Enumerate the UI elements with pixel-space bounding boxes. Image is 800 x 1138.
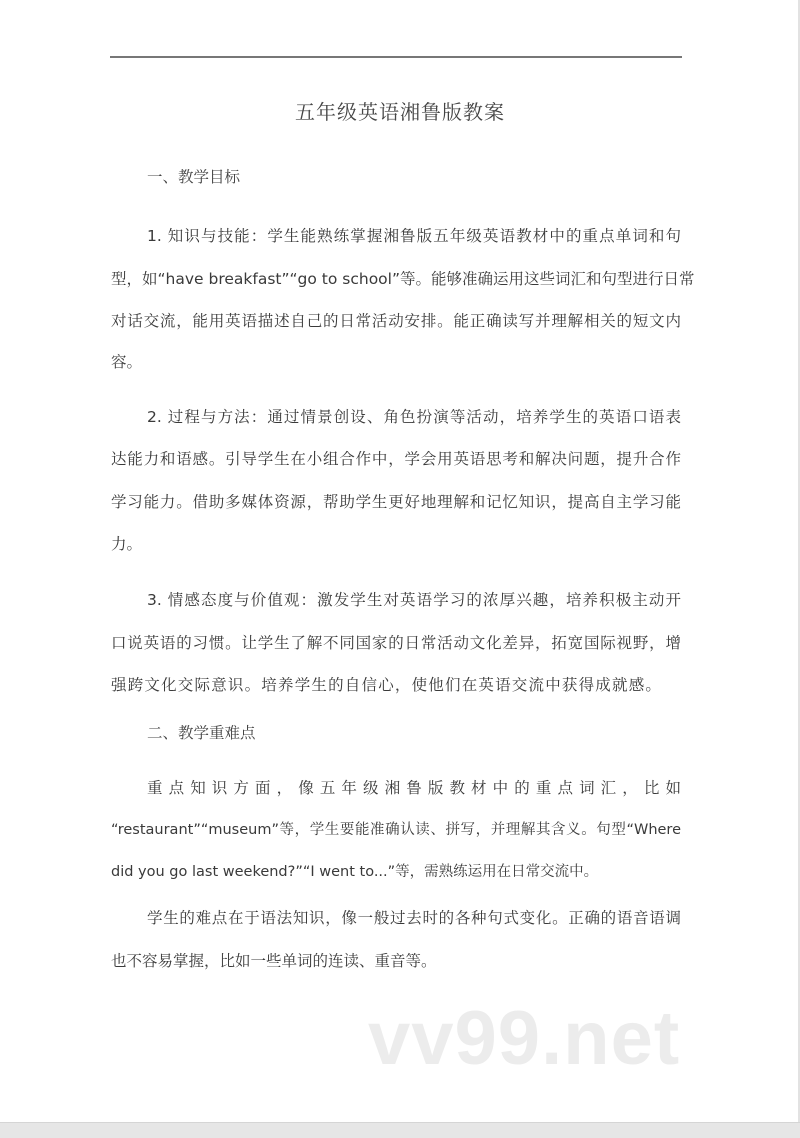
- header-rule: [110, 56, 682, 58]
- paragraph-line: “restaurant”“museum”等，学生要能准确认读、拼写，并理解其含义。句型“Where: [111, 822, 681, 838]
- document-title: 五年级英语湘鲁版教案: [295, 100, 505, 124]
- paragraph-line: 3. 情感态度与价值观：激发学生对英语学习的浓厚兴趣，培养积极主动开: [147, 591, 681, 609]
- paragraph-line: 重点知识方面，像五年级湘鲁版教材中的重点词汇，比如: [147, 779, 681, 797]
- paragraph-line: 1. 知识与技能：学生能熟练掌握湘鲁版五年级英语教材中的重点单词和句: [147, 227, 681, 245]
- paragraph-line: 对话交流，能用英语描述自己的日常活动安排。能正确读写并理解相关的短文内: [111, 312, 681, 330]
- paragraph-line: 容。: [111, 353, 143, 371]
- paragraph-line: 学习能力。借助多媒体资源，帮助学生更好地理解和记忆知识，提高自主学习能: [111, 493, 681, 511]
- paragraph-line: 口说英语的习惯。让学生了解不同国家的日常活动文化差异，拓宽国际视野，增: [111, 634, 681, 652]
- paragraph-line: 学生的难点在于语法知识，像一般过去时的各种句式变化。正确的语音语调: [147, 909, 681, 927]
- paragraph-line: 也不容易掌握，比如一些单词的连读、重音等。: [111, 952, 437, 970]
- paragraph-line: 2. 过程与方法：通过情景创设、角色扮演等活动，培养学生的英语口语表: [147, 408, 681, 426]
- paragraph-line: did you go last weekend?”“I went to...”等，需熟练运用在日常交流中。: [111, 864, 599, 880]
- section-heading-objectives: 一、教学目标: [147, 168, 241, 186]
- paragraph-line: 达能力和语感。引导学生在小组合作中，学会用英语思考和解决问题，提升合作: [111, 450, 681, 468]
- paragraph-line: 型，如“have breakfast”“go to school”等。能够准确运用这些词汇和句型进行日常: [111, 270, 695, 288]
- page-bottom-bar: [0, 1122, 800, 1138]
- paragraph-line: 力。: [111, 535, 143, 553]
- paragraph-line: 强跨文化交际意识。培养学生的自信心，使他们在英语交流中获得成就感。: [111, 676, 663, 694]
- watermark: vv99.net: [368, 996, 681, 1081]
- section-heading-key-points: 二、教学重难点: [147, 724, 256, 742]
